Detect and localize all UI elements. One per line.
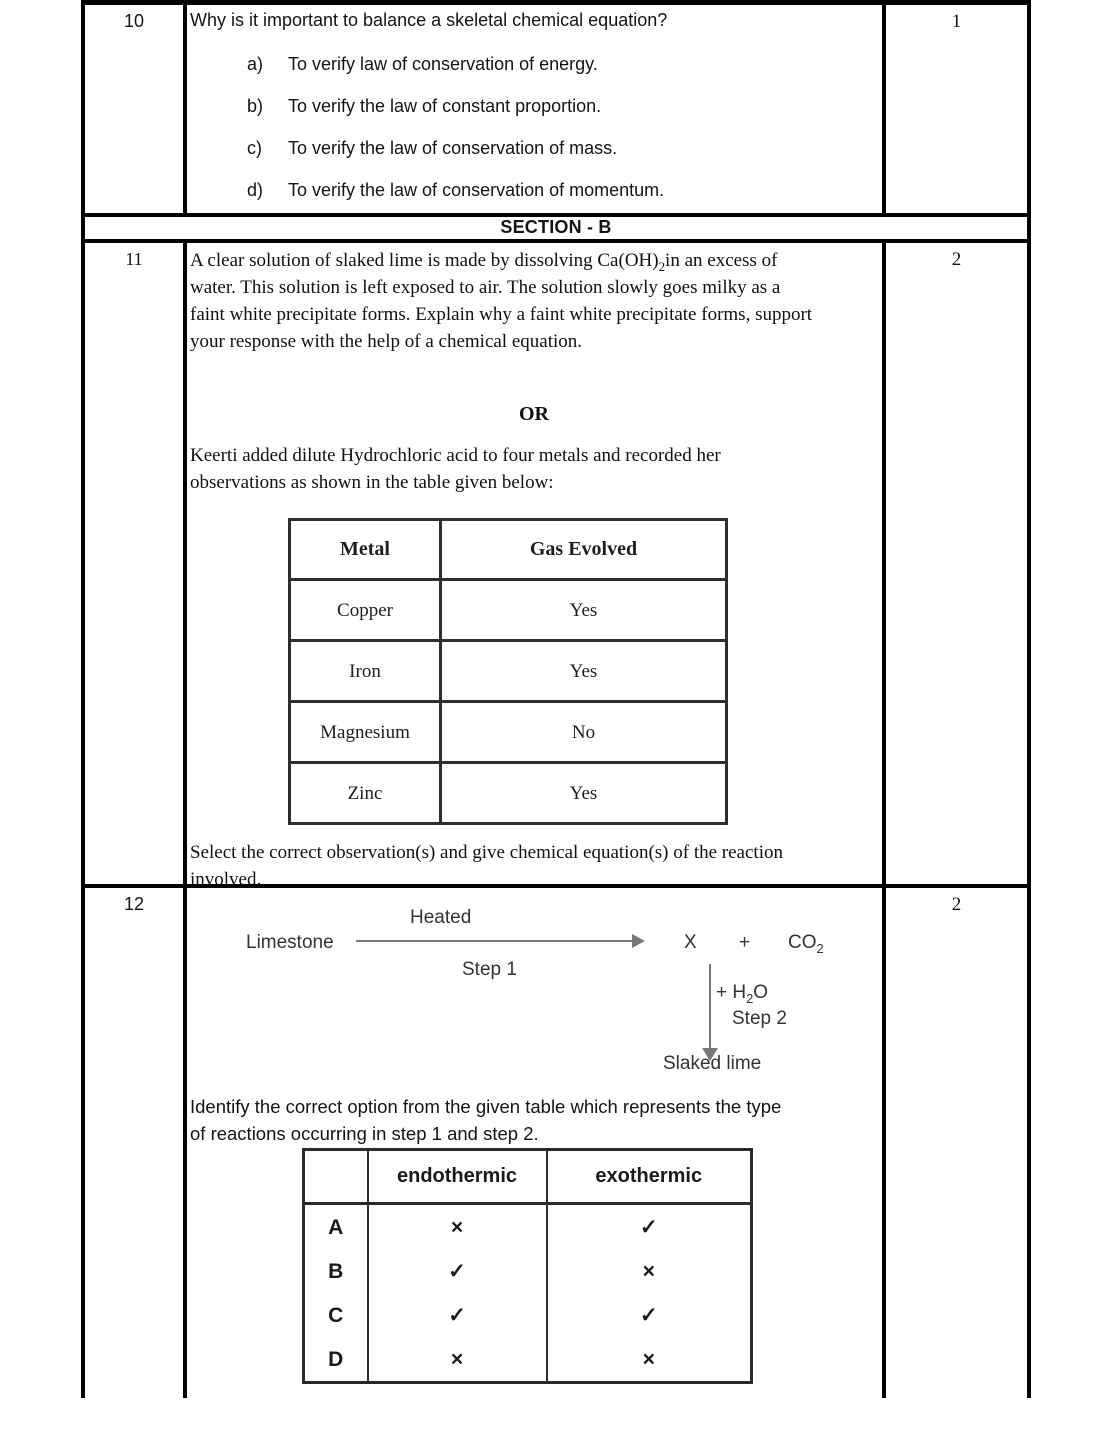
- table-row-option-d: [304, 1337, 752, 1383]
- endothermic-column-header: endothermic: [368, 1150, 547, 1204]
- question-11-marks: 2: [882, 243, 1027, 884]
- subscript: 2: [816, 940, 824, 956]
- option-letter: d): [247, 180, 264, 200]
- option-label: A: [328, 1215, 344, 1239]
- option-letter: a): [247, 54, 264, 74]
- metal-gas-table: [288, 518, 728, 825]
- empty-corner-cell: [304, 1150, 368, 1204]
- text-line: observations as shown in the table given below:: [190, 472, 554, 493]
- cross-mark-icon: ×: [547, 1249, 752, 1293]
- option-text: To verify law of conservation of energy.: [288, 54, 598, 74]
- metal-cell: Zinc: [290, 763, 441, 824]
- question-10-text: Why is it important to balance a skeletal chemical equation?: [190, 10, 668, 30]
- metal-column-header: Metal: [290, 520, 441, 580]
- question-paper-table: [81, 0, 1031, 1398]
- endothermic-exothermic-table: [302, 1148, 753, 1384]
- cross-mark-icon: ×: [368, 1337, 547, 1383]
- option-text: To verify the law of conservation of mass.: [288, 138, 618, 158]
- text-segment: CO: [788, 932, 817, 953]
- table-header-row: [290, 520, 727, 580]
- question-11-number: 11: [85, 243, 187, 884]
- text-segment: + H: [716, 982, 747, 1003]
- question-row-12: [85, 888, 1027, 1398]
- check-mark-icon: ✓: [368, 1249, 547, 1293]
- text-line: involved.: [190, 869, 262, 884]
- text-segment: A clear solution of slaked lime is made by dissolving Ca(OH): [190, 250, 659, 271]
- question-11-paragraph-3: [190, 839, 878, 884]
- question-10-number: 10: [85, 5, 187, 213]
- text-segment: O: [753, 982, 769, 1003]
- question-12-number: 12: [85, 888, 187, 1398]
- metal-cell: Iron: [290, 641, 441, 702]
- metal-cell: Copper: [290, 580, 441, 641]
- question-11-body: [187, 243, 882, 884]
- option-label: C: [328, 1303, 344, 1327]
- subscript: 2: [658, 258, 666, 274]
- section-header: SECTION - B: [85, 217, 1027, 243]
- option-letter: b): [247, 96, 264, 116]
- question-11-paragraph-2: [190, 442, 878, 496]
- diagram-final-product-label: Slaked lime: [663, 1053, 762, 1074]
- text-line: faint white precipitate forms. Explain why a faint white precipitate forms, support: [190, 304, 813, 325]
- diagram-step2-label: Step 2: [732, 1008, 787, 1029]
- step1-arrow-head-icon: [632, 934, 645, 948]
- question-10-marks: 1: [882, 5, 1027, 213]
- question-12-text: [187, 1093, 882, 1147]
- diagram-h2o-label: [716, 979, 768, 1006]
- text-segment: in an excess of: [665, 250, 778, 271]
- text-line: of reactions occurring in step 1 and step 2.: [190, 1123, 539, 1144]
- metal-cell: Magnesium: [290, 702, 441, 763]
- text-line: Select the correct observation(s) and give chemical equation(s) of the reaction: [190, 842, 783, 863]
- table-row: [290, 580, 727, 641]
- option-label: B: [328, 1259, 344, 1283]
- check-mark-icon: ✓: [547, 1204, 752, 1250]
- check-mark-icon: ✓: [547, 1293, 752, 1337]
- subscript: 2: [746, 990, 754, 1006]
- text-line: Identify the correct option from the given table which represents the type: [190, 1096, 782, 1117]
- table-row: [290, 702, 727, 763]
- exothermic-column-header: exothermic: [547, 1150, 752, 1204]
- step1-arrow: [356, 940, 632, 942]
- option-letter: c): [247, 138, 262, 158]
- question-10-option-a: [190, 54, 878, 75]
- diagram-condition-label: Heated: [410, 907, 472, 928]
- cross-mark-icon: ×: [368, 1204, 547, 1250]
- diagram-plus-sign: +: [739, 932, 751, 953]
- option-label: D: [328, 1347, 344, 1371]
- option-text: To verify the law of constant proportion.: [288, 96, 602, 116]
- question-10-option-d: [190, 180, 878, 201]
- gas-cell: Yes: [441, 641, 727, 702]
- question-11-paragraph-1: [190, 247, 878, 355]
- text-line: [190, 247, 878, 274]
- question-row-10: [85, 5, 1027, 217]
- cross-mark-icon: ×: [547, 1337, 752, 1383]
- text-line: water. This solution is left exposed to air. The solution slowly goes milky as a: [190, 277, 781, 298]
- gas-cell: Yes: [441, 580, 727, 641]
- text-line: your response with the help of a chemical equation.: [190, 331, 583, 352]
- check-mark-icon: ✓: [368, 1293, 547, 1337]
- diagram-product-x-label: X: [684, 932, 697, 953]
- diagram-co2-label: [788, 929, 824, 956]
- table-row: [290, 641, 727, 702]
- question-10-option-c: [190, 138, 878, 159]
- table-row-option-c: [304, 1293, 752, 1337]
- question-10-option-b: [190, 96, 878, 117]
- question-12-body: [187, 888, 882, 1398]
- diagram-reactant-label: Limestone: [246, 932, 334, 953]
- question-10-body: [187, 5, 882, 213]
- option-text: To verify the law of conservation of momentum.: [288, 180, 665, 200]
- or-divider-label: OR: [519, 403, 549, 425]
- table-row-option-a: [304, 1204, 752, 1250]
- step2-arrow: [709, 964, 711, 1048]
- question-row-11: [85, 243, 1027, 888]
- question-12-marks: 2: [882, 888, 1027, 1398]
- diagram-step1-label: Step 1: [462, 959, 517, 980]
- gas-cell: No: [441, 702, 727, 763]
- text-line: Keerti added dilute Hydrochloric acid to four metals and recorded her: [190, 445, 721, 466]
- gas-cell: Yes: [441, 763, 727, 824]
- table-row: [290, 763, 727, 824]
- gas-evolved-column-header: Gas Evolved: [441, 520, 727, 580]
- reaction-diagram: [187, 896, 882, 1091]
- table-row-option-b: [304, 1249, 752, 1293]
- table-header-row: [304, 1150, 752, 1204]
